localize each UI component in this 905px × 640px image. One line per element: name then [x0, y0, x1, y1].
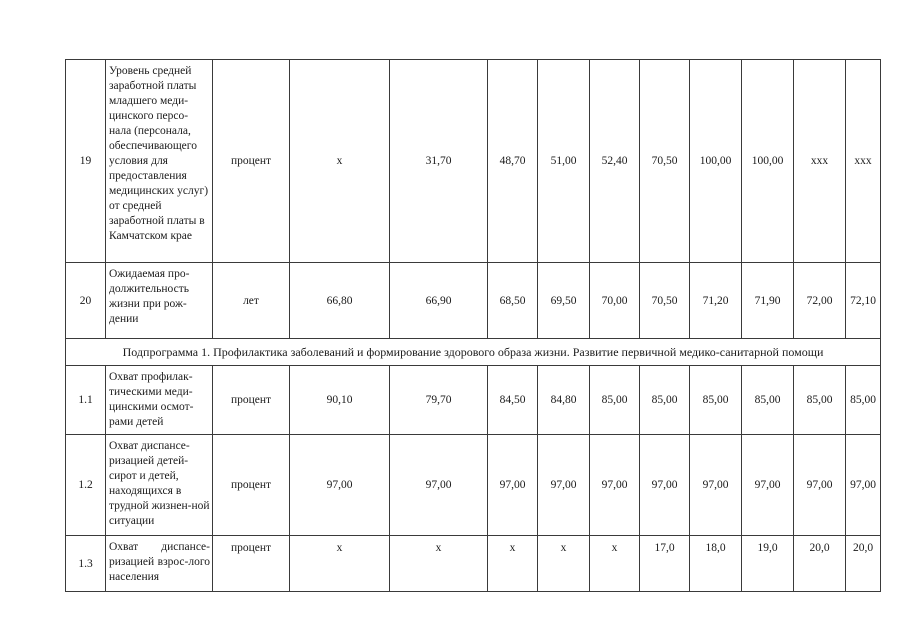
value-cell: 85,00	[590, 366, 640, 435]
value-cell: 97,00	[640, 435, 690, 536]
value-cell: 97,00	[488, 435, 538, 536]
value-cell: 97,00	[290, 435, 390, 536]
value-cell: 51,00	[538, 60, 590, 263]
indicators-table	[65, 59, 881, 592]
value-cell: 20,0	[846, 536, 881, 592]
table-row	[66, 435, 881, 536]
table-row	[66, 366, 881, 435]
unit-cell: процент	[213, 366, 290, 435]
value-cell: 97,00	[590, 435, 640, 536]
row-number-cell: 1.2	[66, 435, 106, 536]
table-row	[66, 263, 881, 339]
value-cell: 97,00	[690, 435, 742, 536]
table-row	[66, 60, 881, 263]
value-cell: 70,00	[590, 263, 640, 339]
value-cell: х	[290, 536, 390, 592]
value-cell: 19,0	[742, 536, 794, 592]
value-cell: 18,0	[690, 536, 742, 592]
indicator-name-cell: Уровень средней заработной платы младшего меди-цинского персо-нала (персонала, обеспечивающего условия для предоставления медицинских услуг) от средней заработной платы в Камчатском крае	[106, 60, 213, 263]
unit-cell: процент	[213, 435, 290, 536]
unit-cell: процент	[213, 536, 290, 592]
value-cell: 97,00	[390, 435, 488, 536]
value-cell: 84,50	[488, 366, 538, 435]
value-cell: х	[590, 536, 640, 592]
section-title: Подпрограмма 1. Профилактика заболеваний и формирование здорового образа жизни. Развитие первичной медико-санитарной помощи	[66, 339, 881, 366]
value-cell: 66,90	[390, 263, 488, 339]
value-cell: ххх	[846, 60, 881, 263]
value-cell: 100,00	[742, 60, 794, 263]
value-cell: х	[538, 536, 590, 592]
value-cell: 97,00	[742, 435, 794, 536]
unit-cell: процент	[213, 60, 290, 263]
row-number-cell: 20	[66, 263, 106, 339]
value-cell: 84,80	[538, 366, 590, 435]
value-cell: х	[390, 536, 488, 592]
indicator-name-cell: Охват профилак-тическими меди-цинскими осмот-рами детей	[106, 366, 213, 435]
value-cell: 70,50	[640, 60, 690, 263]
value-cell: 48,70	[488, 60, 538, 263]
indicator-name-cell: Ожидаемая про-должительность жизни при рож-дении	[106, 263, 213, 339]
value-cell: 52,40	[590, 60, 640, 263]
row-number-cell: 1.1	[66, 366, 106, 435]
section-header-row	[66, 339, 881, 366]
value-cell: 85,00	[690, 366, 742, 435]
value-cell: 72,00	[794, 263, 846, 339]
value-cell: 71,90	[742, 263, 794, 339]
value-cell: х	[488, 536, 538, 592]
indicator-name-cell: Охват диспансе-ризацией детей-сирот и детей, находящихся в трудной жизнен-ной ситуации	[106, 435, 213, 536]
value-cell: 69,50	[538, 263, 590, 339]
value-cell: ххх	[794, 60, 846, 263]
value-cell: 97,00	[846, 435, 881, 536]
indicator-name-cell: Охват диспансе-ризацией взрос-лого населения	[106, 536, 213, 592]
row-number-cell: 19	[66, 60, 106, 263]
value-cell: 71,20	[690, 263, 742, 339]
value-cell: 90,10	[290, 366, 390, 435]
value-cell: 85,00	[742, 366, 794, 435]
value-cell: 97,00	[794, 435, 846, 536]
value-cell: 79,70	[390, 366, 488, 435]
value-cell: 100,00	[690, 60, 742, 263]
value-cell: 66,80	[290, 263, 390, 339]
row-number-cell: 1.3	[66, 536, 106, 592]
value-cell: 97,00	[538, 435, 590, 536]
unit-cell: лет	[213, 263, 290, 339]
value-cell: 68,50	[488, 263, 538, 339]
value-cell: 85,00	[846, 366, 881, 435]
value-cell: х	[290, 60, 390, 263]
value-cell: 20,0	[794, 536, 846, 592]
value-cell: 70,50	[640, 263, 690, 339]
value-cell: 31,70	[390, 60, 488, 263]
table-row	[66, 536, 881, 592]
value-cell: 17,0	[640, 536, 690, 592]
value-cell: 72,10	[846, 263, 881, 339]
value-cell: 85,00	[794, 366, 846, 435]
value-cell: 85,00	[640, 366, 690, 435]
